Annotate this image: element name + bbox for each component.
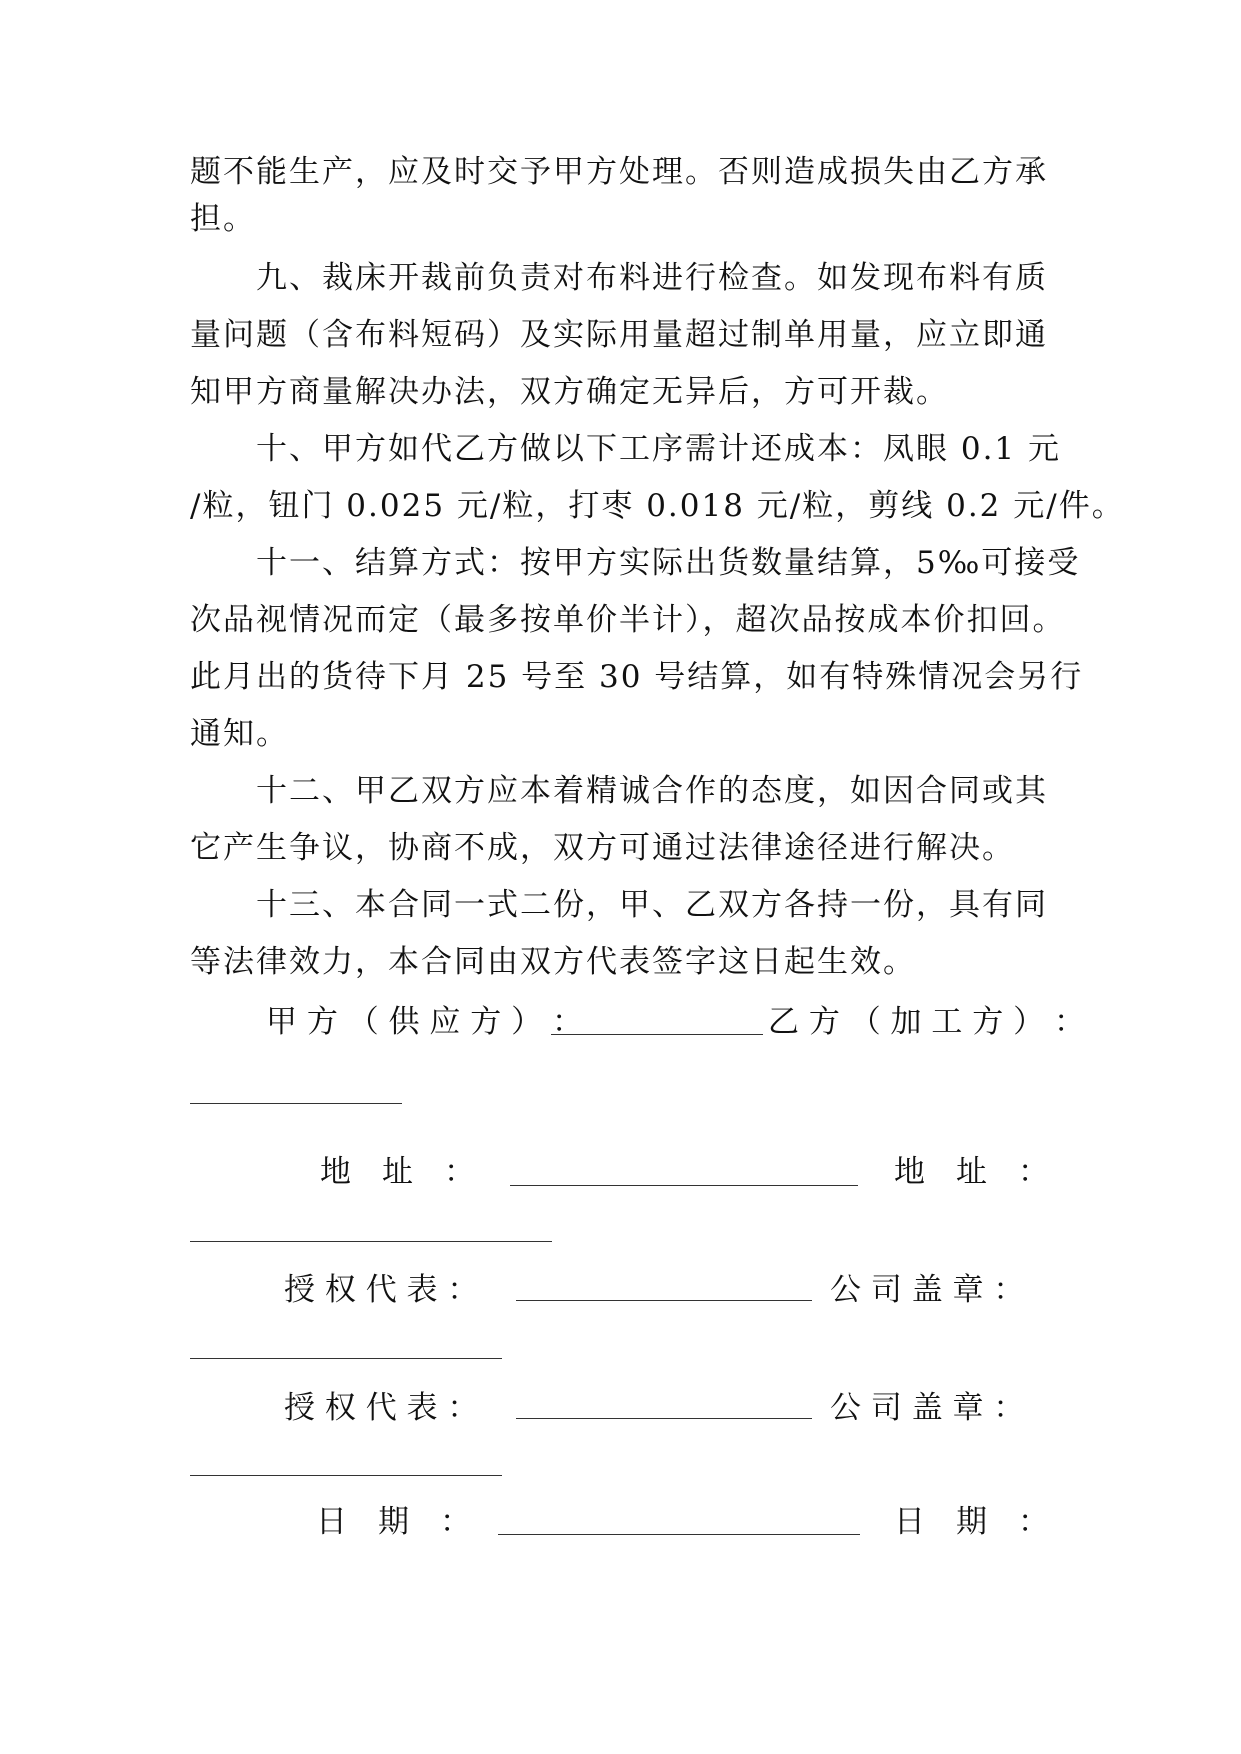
paragraph-11-line: 十一、结算方式：按甲方实际出货数量结算，5‰可接受 (256, 545, 1081, 581)
address-b-blank[interactable] (190, 1241, 552, 1242)
company-seal-b-label: 公 司 盖 章 ： (830, 1390, 1025, 1426)
paragraph-9-line: 知甲方商量解决办法，双方确定无异后，方可开裁。 (190, 374, 949, 410)
paragraph-11-line: 次品视情况而定（最多按单价半计），超次品按成本价扣回。 (190, 602, 1066, 638)
address-a-blank[interactable] (510, 1185, 858, 1186)
paragraph-9-line: 九、裁床开裁前负责对布料进行检查。如发现布料有质 (256, 260, 1048, 296)
paragraph-8-line: 题不能生产，应及时交予甲方处理。否则造成损失由乙方承 (190, 154, 1048, 190)
paragraph-12-line: 它产生争议，协商不成，双方可通过法律途径进行解决。 (190, 830, 1015, 866)
company-seal-b-blank[interactable] (190, 1358, 502, 1359)
paragraph-13-line: 等法律效力，本合同由双方代表签字这日起生效。 (190, 944, 916, 980)
address-b-label: 地 址 ： (894, 1154, 1049, 1190)
paragraph-8-line: 担。 (190, 201, 256, 237)
address-a-label: 地 址 ： (320, 1154, 475, 1190)
paragraph-10-line: /粒，钮门 0.025 元/粒，打枣 0.018 元/粒，剪线 0.2 元/件。 (190, 488, 1125, 524)
paragraph-13-line: 十三、本合同一式二份，甲、乙双方各持一份，具有同 (256, 887, 1048, 923)
party-a-label: 甲 方 （ 供 应 方 ） ： (266, 1004, 583, 1040)
paragraph-11-line: 通知。 (190, 716, 289, 752)
company-seal-b-label: 公 司 盖 章 ： (830, 1272, 1025, 1308)
paragraph-11-line: 此月出的货待下月 25 号至 30 号结算，如有特殊情况会另行 (190, 659, 1084, 695)
company-seal-b-blank[interactable] (190, 1475, 502, 1476)
date-b-label: 日 期 ： (894, 1504, 1049, 1540)
authorized-rep-a-blank[interactable] (516, 1300, 812, 1301)
date-a-label: 日 期 ： (316, 1504, 471, 1540)
party-b-blank[interactable] (190, 1103, 402, 1104)
party-b-label: 乙 方 （ 加 工 方 ） ： (768, 1004, 1085, 1040)
authorized-rep-a-label: 授 权 代 表 ： (284, 1390, 479, 1426)
paragraph-10-line: 十、甲方如代乙方做以下工序需计还成本：凤眼 0.1 元 (256, 431, 1062, 467)
paragraph-9-line: 量问题（含布料短码）及实际用量超过制单用量，应立即通 (190, 317, 1048, 353)
authorized-rep-a-label: 授 权 代 表 ： (284, 1272, 479, 1308)
authorized-rep-a-blank[interactable] (516, 1418, 812, 1419)
party-a-blank[interactable] (551, 1034, 763, 1035)
date-a-blank[interactable] (498, 1534, 860, 1535)
paragraph-12-line: 十二、甲乙双方应本着精诚合作的态度，如因合同或其 (256, 773, 1048, 809)
